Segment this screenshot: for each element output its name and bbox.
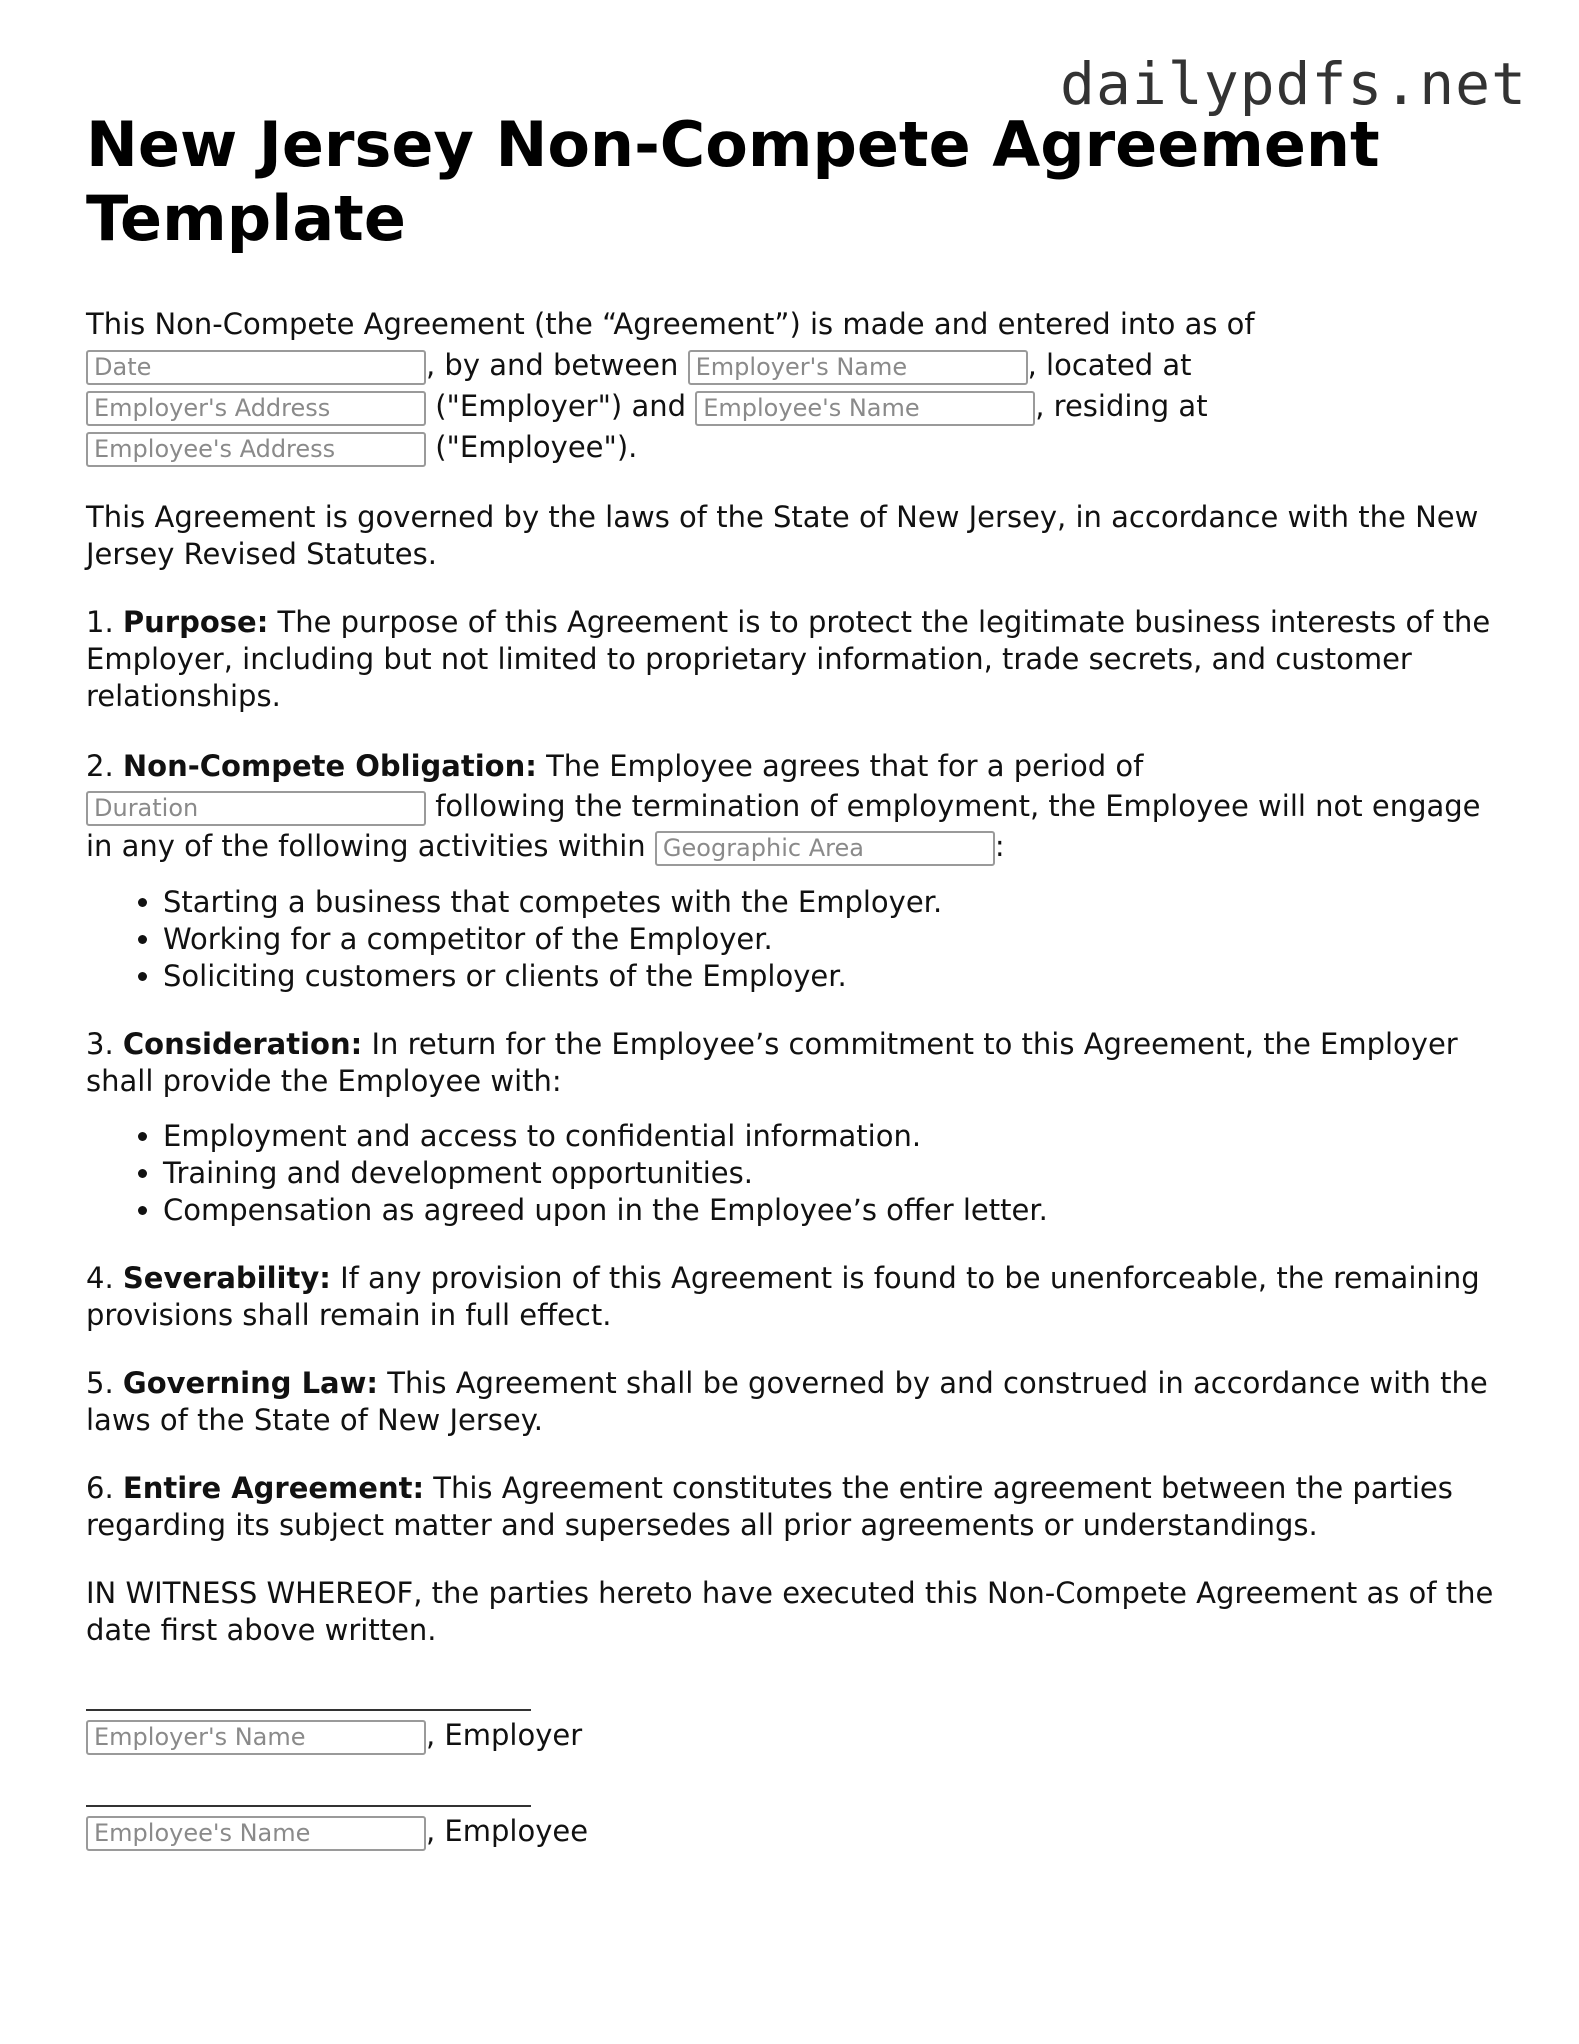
section-heading: Severability: bbox=[122, 1261, 331, 1295]
section-number: 4. bbox=[86, 1261, 114, 1295]
employer-label: , Employer bbox=[426, 1718, 583, 1752]
section-heading: Consideration: bbox=[122, 1027, 363, 1061]
section-heading: Governing Law: bbox=[122, 1366, 379, 1400]
section-number: 3. bbox=[86, 1027, 114, 1061]
section-heading: Entire Agreement: bbox=[122, 1471, 425, 1505]
document-title: New Jersey Non-Compete Agreement Template bbox=[86, 108, 1380, 255]
list-item: • Working for a competitor of the Employer. bbox=[163, 921, 1506, 958]
list-item: • Employment and access to confidential information. bbox=[163, 1118, 1506, 1155]
employee-label: , Employee bbox=[426, 1814, 589, 1848]
intro-text-6: ("Employee"). bbox=[435, 430, 638, 464]
section-text: The purpose of this Agreement is to protect the legitimate business interests of the Employer, including but not limited to proprietary information, trade secrets, and customer relationships. bbox=[86, 605, 1491, 713]
geographic-area-field[interactable]: Geographic Area bbox=[655, 831, 995, 866]
section-consideration bbox=[86, 1026, 1506, 1100]
witness-paragraph: IN WITNESS WHEREOF, the parties hereto have executed this Non-Compete Agreement as of the date first above written. bbox=[86, 1576, 1494, 1647]
intro-text-2: , by and between bbox=[426, 348, 679, 382]
list-item: • Starting a business that competes with the Employer. bbox=[163, 884, 1506, 921]
section-non-compete bbox=[86, 746, 1506, 866]
section-text: If any provision of this Agreement is found to be unenforceable, the remaining provisions shall remain in full effect. bbox=[86, 1261, 1480, 1332]
employer-signature-block bbox=[86, 1709, 1506, 1755]
employee-address-field[interactable]: Employee's Address bbox=[86, 432, 426, 467]
employer-address-field[interactable]: Employer's Address bbox=[86, 391, 426, 426]
list-item: • Compensation as agreed upon in the Employee’s offer letter. bbox=[163, 1192, 1506, 1229]
section-text: This Agreement constitutes the entire agreement between the parties regarding its subject matter and supersedes all prior agreements or understandings. bbox=[86, 1471, 1453, 1542]
section-number: 2. bbox=[86, 749, 114, 783]
signature-line bbox=[86, 1805, 531, 1807]
signature-line bbox=[86, 1709, 531, 1711]
governing-intro: This Agreement is governed by the laws of the State of New Jersey, in accordance with the New Jersey Revised Statutes. bbox=[86, 500, 1479, 571]
intro-text-4: ("Employer") and bbox=[435, 389, 687, 423]
employer-signature-name-field[interactable]: Employer's Name bbox=[86, 1720, 426, 1755]
signature-row bbox=[86, 1715, 1506, 1755]
employer-name-field[interactable]: Employer's Name bbox=[688, 350, 1028, 385]
section-text: In return for the Employee’s commitment to this Agreement, the Employer shall provide the Employee with: bbox=[86, 1027, 1458, 1098]
section-purpose bbox=[86, 604, 1506, 715]
section-heading: Purpose: bbox=[122, 605, 269, 639]
employee-signature-block bbox=[86, 1805, 1506, 1851]
section-text-1: The Employee agrees that for a period of bbox=[546, 749, 1144, 783]
employee-signature-name-field[interactable]: Employee's Name bbox=[86, 1816, 426, 1851]
non-compete-activities-list bbox=[86, 884, 1506, 995]
section-text-3: : bbox=[994, 829, 1005, 863]
duration-field[interactable]: Duration bbox=[86, 791, 426, 826]
section-number: 1. bbox=[86, 605, 114, 639]
signature-row bbox=[86, 1811, 1506, 1851]
section-number: 5. bbox=[86, 1366, 114, 1400]
employee-name-field[interactable]: Employee's Name bbox=[695, 391, 1035, 426]
consideration-list bbox=[86, 1118, 1506, 1229]
intro-text-1: This Non-Compete Agreement (the “Agreement”) is made and entered into as of bbox=[86, 307, 1255, 341]
section-severability bbox=[86, 1260, 1506, 1334]
date-field[interactable]: Date bbox=[86, 350, 426, 385]
section-number: 6. bbox=[86, 1471, 114, 1505]
section-text: This Agreement shall be governed by and construed in accordance with the laws of the State of New Jersey. bbox=[86, 1366, 1488, 1437]
intro-text-3: , located at bbox=[1027, 348, 1192, 382]
list-item: • Training and development opportunities. bbox=[163, 1155, 1506, 1192]
section-heading: Non-Compete Obligation: bbox=[122, 749, 537, 783]
watermark: dailypdfs.net bbox=[1060, 50, 1527, 118]
section-governing-law bbox=[86, 1365, 1506, 1439]
list-item: • Soliciting customers or clients of the Employer. bbox=[163, 958, 1506, 995]
section-entire-agreement bbox=[86, 1470, 1506, 1544]
document bbox=[86, 108, 1506, 1851]
intro-paragraph bbox=[86, 304, 1506, 468]
section-text-2: following the termination of employment, the Employee will not engage in any of the following activities within bbox=[86, 789, 1481, 863]
intro-text-5: , residing at bbox=[1035, 389, 1208, 423]
